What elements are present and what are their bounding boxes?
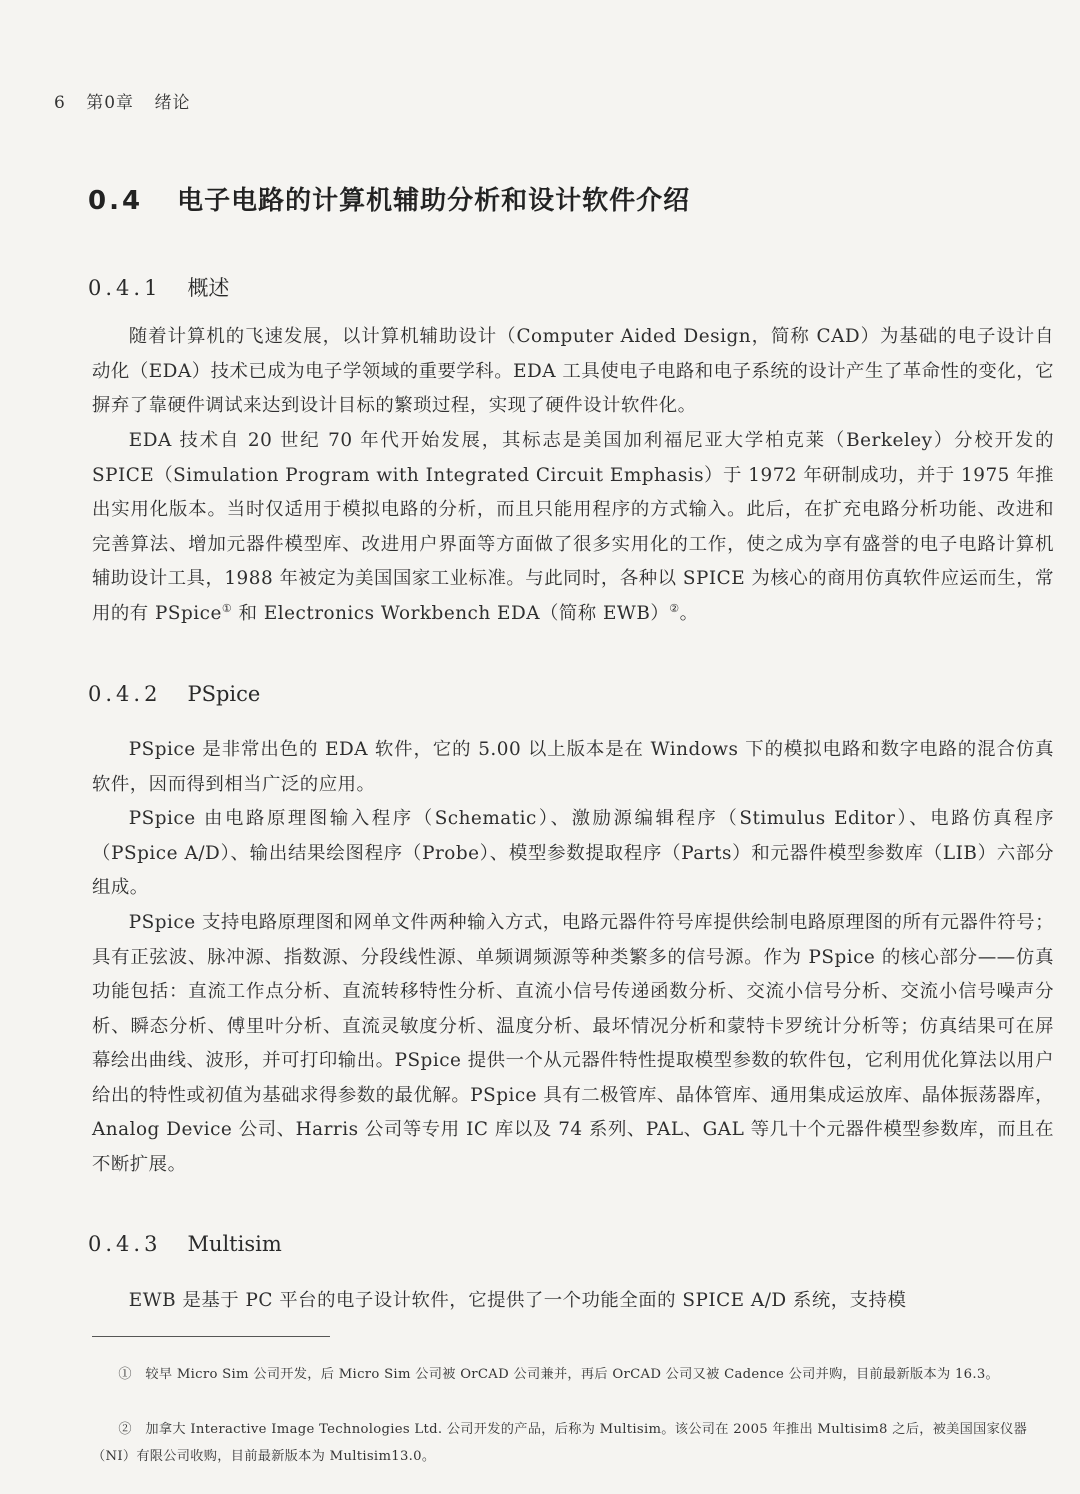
subsection-title: Multisim: [187, 1232, 282, 1256]
paragraph-pspice-1: PSpice 是非常出色的 EDA 软件，它的 5.00 以上版本是在 Windows 下的模拟电路和数字电路的混合仿真软件，因而得到相当广泛的应用。: [92, 739, 1054, 795]
paragraph-text: 和 Electronics Workbench EDA（简称 EWB）: [238, 602, 670, 624]
paragraph-text: 。: [679, 602, 699, 624]
paragraph-pspice-2: PSpice 由电路原理图输入程序（Schematic）、激励源编辑程序（Stimulus Editor）、电路仿真程序（PSpice A/D）、输出结果绘图程序（Probe）、模型参数提取程序（Parts）和元器件模型参数库（LIB）六部分组成。: [92, 808, 1054, 898]
footnote-2: [92, 1416, 1054, 1470]
footnote-ref-2: ②: [669, 601, 680, 615]
subsection-number: 0.4.1: [88, 276, 162, 300]
subsection-number: 0.4.3: [88, 1232, 162, 1256]
footnote-ref-1: ①: [221, 601, 233, 615]
footnote-divider: [92, 1336, 330, 1337]
chapter-label: 第0章: [86, 93, 135, 113]
footnote-mark: ①: [118, 1367, 132, 1382]
footnote-mark: ②: [118, 1422, 132, 1437]
section-title: 电子电路的计算机辅助分析和设计软件介绍: [177, 186, 691, 216]
footnote-text: 较早 Micro Sim 公司开发，后 Micro Sim 公司被 OrCAD 公司兼并，再后 OrCAD 公司又被 Cadence 公司并购，目前最新版本为 16.3。: [145, 1367, 999, 1382]
paragraph-multisim-1: EWB 是基于 PC 平台的电子设计软件，它提供了一个功能全面的 SPICE A/D 系统，支持模: [128, 1290, 907, 1311]
subsection-title: 概述: [187, 276, 230, 300]
subsection-heading-multisim: [88, 1232, 282, 1256]
section-heading: [88, 180, 690, 217]
subsection-number: 0.4.2: [88, 682, 162, 706]
running-head: [54, 88, 204, 113]
subsection-heading-overview: [88, 272, 229, 302]
section-number: 0.4: [88, 186, 144, 216]
footnote-1: [92, 1361, 1054, 1388]
subsection-heading-pspice: [88, 682, 260, 706]
paragraph-pspice-3: PSpice 支持电路原理图和网单文件两种输入方式，电路元器件符号库提供绘制电路原理图的所有元器件符号；具有正弦波、脉冲源、指数源、分段线性源、单频调频源等种类繁多的信号源。作为 PSpice 的核心部分——仿真功能包括：直流工作点分析、直流转移特性分析、直流小信号传递函数分析、交流小信号分析、交流小信号噪声分析、瞬态分析、傅里叶分析、直流灵敏度分析、温度分析、最坏情况分析和蒙特卡罗统计分析等；仿真结果可在屏幕绘出曲线、波形，并可打印输出。PSpice 提供一个从元器件特性提取模型参数的软件包，它利用优化算法以用户给出的特性或初值为基础求得参数的最优解。PSpice 具有二极管库、晶体管库、通用集成运放库、晶体振荡器库，Analog Device 公司、Harris 公司等专用 IC 库以及 74 系列、PAL、GAL 等几十个元器件模型参数库，而且在不断扩展。: [92, 912, 1054, 1175]
paragraph-text: EDA 技术自 20 世纪 70 年代开始发展，其标志是美国加利福尼亚大学柏克莱（Berkeley）分校开发的 SPICE（Simulation Program with Integrated Circuit Emphasis）于 1972 年研制成功，并于 1975 年推出实用化版本。当时仅适用于模拟电路的分析，而且只能用程序的方式输入。此后，在扩充电路分析功能、改进和完善算法、增加元器件模型库、改进用户界面等方面做了很多实用化的工作，使之成为享有盛誉的电子电路计算机辅助设计工具，1988 年被定为美国国家工业标准。与此同时，各种以 SPICE 为核心的商用仿真软件应运而生，常用的有 PSpice: [92, 430, 1054, 624]
footnote-text: 加拿大 Interactive Image Technologies Ltd. 公司开发的产品，后称为 Multisim。该公司在 2005 年推出 Multisim8 之后，被美国国家仪器（NI）有限公司收购，目前最新版本为 Multisim13.0。: [92, 1422, 1028, 1464]
page-number: 6: [54, 93, 66, 113]
chapter-title: 绪论: [154, 93, 191, 113]
subsection-title: PSpice: [187, 682, 261, 706]
paragraph-overview-1: 随着计算机的飞速发展，以计算机辅助设计（Computer Aided Design，简称 CAD）为基础的电子设计自动化（EDA）技术已成为电子学领域的重要学科。EDA 工具使电子电路和电子系统的设计产生了革命性的变化，它摒弃了靠硬件调试来达到设计目标的繁琐过程，实现了硬件设计软件化。: [92, 326, 1054, 416]
paragraph-overview-2: [92, 424, 1054, 631]
